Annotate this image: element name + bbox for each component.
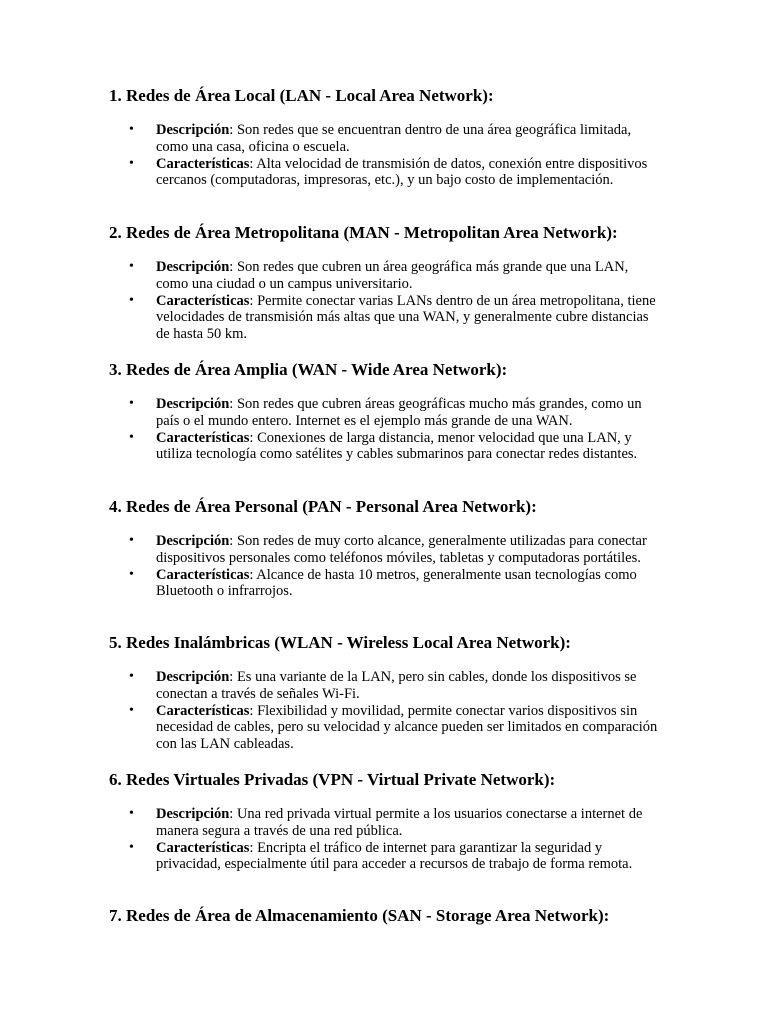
item-label: Descripción (156, 669, 230, 685)
list-item (109, 669, 662, 703)
bullet-icon: • (129, 292, 134, 308)
bullet-icon: • (129, 122, 134, 137)
list-item (109, 430, 662, 464)
section-wlan (109, 633, 669, 753)
section-title: 1. Redes de Área Local (LAN - Local Area Network): (109, 86, 494, 105)
item-text: Es una variante de la LAN, pero sin cables, donde los dispositivos se conectan a través de señales Wi-Fi. (156, 669, 637, 702)
section-title: 3. Redes de Área Amplia (WAN - Wide Area Network): (109, 360, 508, 379)
item-separator: : (229, 533, 234, 549)
item-text: Encripta el tráfico de internet para garantizar la seguridad y privacidad, especialmente útil para acceder a recursos de trabajo de forma remota. (156, 839, 633, 873)
section-man (109, 223, 669, 343)
item-label: Características (156, 702, 250, 719)
bullet-list (109, 533, 669, 600)
bullet-icon: • (129, 259, 134, 274)
item-label: Características (156, 566, 250, 583)
list-item (109, 293, 662, 343)
item-text: Son redes de muy corto alcance, generalmente utilizadas para conectar dispositivos personales como teléfonos móviles, tabletas y computadoras portátiles. (156, 533, 647, 566)
item-separator: : (229, 122, 234, 138)
bullet-list (109, 396, 669, 463)
item-separator: : (249, 566, 254, 583)
bullet-icon: • (129, 806, 134, 821)
item-text: Una red privada virtual permite a los usuarios conectarse a internet de manera segura a través de una red pública. (156, 806, 643, 839)
section-title: 5. Redes Inalámbricas (WLAN - Wireless Local Area Network): (109, 633, 571, 652)
item-separator: : (229, 806, 234, 822)
bullet-icon: • (129, 533, 134, 548)
item-text: Flexibilidad y movilidad, permite conectar varios dispositivos sin necesidad de cables, pero su velocidad y alcance pueden ser limitados en comparación con las LAN cableadas. (156, 702, 658, 753)
section-pan (109, 497, 669, 600)
section-title: 6. Redes Virtuales Privadas (VPN - Virtual Private Network): (109, 770, 556, 789)
item-text: Son redes que cubren un área geográfica más grande que una LAN, como una ciudad o un campus universitario. (156, 259, 629, 292)
section-wan (109, 360, 669, 463)
item-label: Características (156, 429, 250, 446)
bullet-icon: • (129, 429, 134, 445)
list-item (109, 840, 662, 874)
section-title: 7. Redes de Área de Almacenamiento (SAN - Storage Area Network): (109, 906, 610, 925)
bullet-icon: • (129, 839, 134, 855)
list-item (109, 567, 662, 601)
item-label: Características (156, 839, 250, 856)
section-title: 2. Redes de Área Metropolitana (MAN - Metropolitan Area Network): (109, 223, 618, 242)
section-vpn (109, 770, 669, 873)
item-label: Características (156, 155, 250, 172)
bullet-icon: • (129, 702, 134, 718)
item-text: Son redes que se encuentran dentro de una área geográfica limitada, como una casa, oficina o escuela. (156, 122, 632, 155)
list-item (109, 396, 662, 430)
bullet-list (109, 806, 669, 873)
bullet-icon: • (129, 155, 134, 171)
section-san (109, 906, 669, 926)
item-label: Características (156, 292, 250, 309)
item-label: Descripción (156, 533, 230, 549)
item-label: Descripción (156, 122, 230, 138)
item-label: Descripción (156, 806, 230, 822)
item-text: Permite conectar varias LANs dentro de un área metropolitana, tiene velocidades de transmisión más altas que una WAN, y generalmente cubre distancias de hasta 50 km. (156, 292, 656, 343)
item-separator: : (229, 259, 234, 275)
item-separator: : (229, 396, 234, 412)
item-text: Son redes que cubren áreas geográficas mucho más grandes, como un país o el mundo entero. Internet es el ejemplo más grande de una WAN. (156, 396, 642, 429)
item-separator: : (249, 429, 254, 446)
item-separator: : (229, 669, 234, 685)
item-separator: : (249, 292, 254, 309)
section-lan (109, 86, 669, 189)
item-separator: : (249, 702, 254, 719)
list-item (109, 703, 662, 753)
section-title: 4. Redes de Área Personal (PAN - Personal Area Network): (109, 497, 537, 516)
bullet-icon: • (129, 669, 134, 684)
item-text: Alta velocidad de transmisión de datos, conexión entre dispositivos cercanos (computadoras, impresoras, etc.), y un bajo costo de implementación. (156, 155, 648, 189)
bullet-list (109, 259, 669, 343)
bullet-icon: • (129, 566, 134, 582)
item-separator: : (249, 839, 254, 856)
item-text: Conexiones de larga distancia, menor velocidad que una LAN, y utiliza tecnología como satélites y cables submarinos para conectar redes distantes. (156, 429, 638, 463)
list-item (109, 156, 662, 190)
bullet-icon: • (129, 396, 134, 411)
item-text: Alcance de hasta 10 metros, generalmente usan tecnologías como Bluetooth o infrarrojos. (156, 566, 637, 600)
list-item (109, 259, 662, 293)
bullet-list (109, 122, 669, 189)
list-item (109, 122, 662, 156)
bullet-list (109, 669, 669, 753)
item-label: Descripción (156, 396, 230, 412)
item-separator: : (249, 155, 254, 172)
list-item (109, 806, 662, 840)
item-label: Descripción (156, 259, 230, 275)
list-item (109, 533, 662, 567)
